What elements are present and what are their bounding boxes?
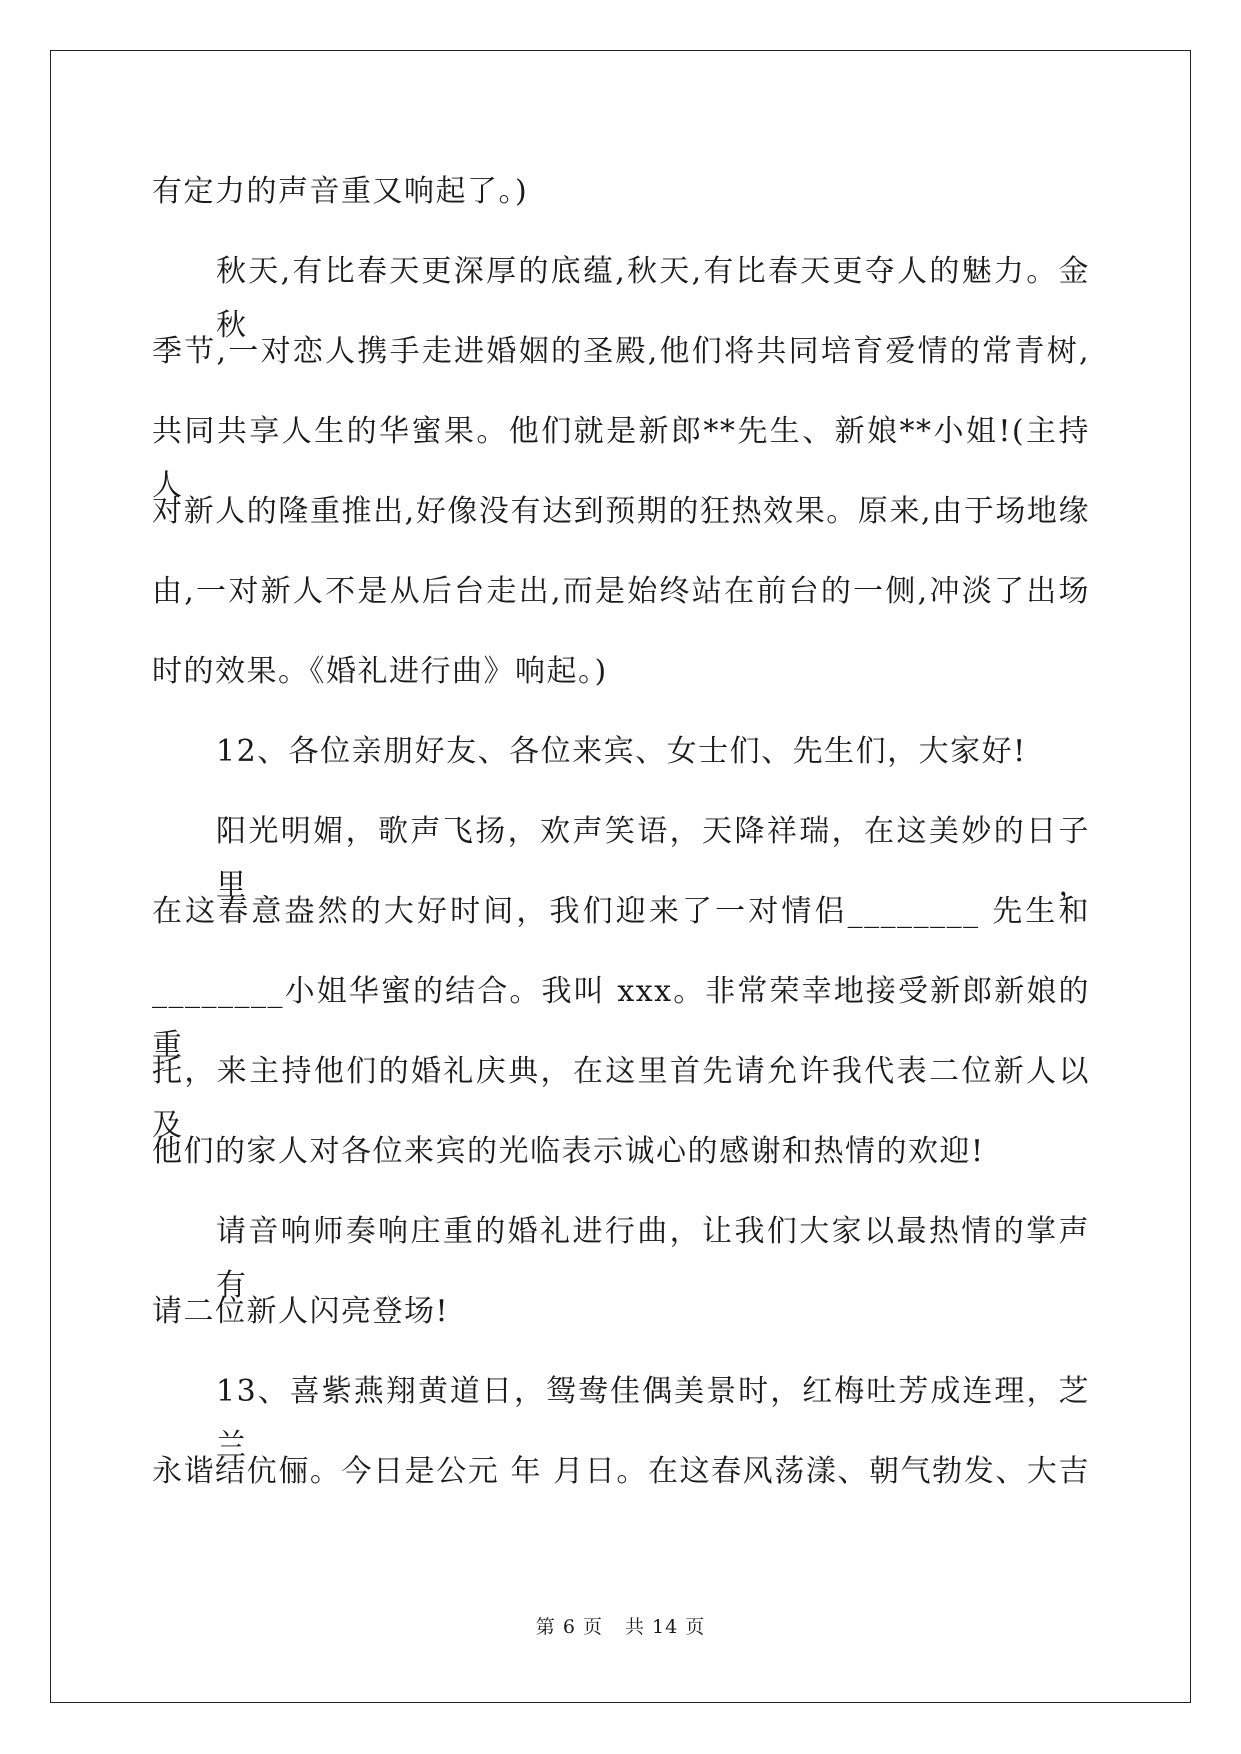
- text-line: 对新人的隆重推出,好像没有达到预期的狂热效果。原来,由于场地缘: [152, 494, 1090, 529]
- text-line: 在这春意盎然的大好时间，我们迎来了一对情侣________ 先生和: [152, 894, 1090, 929]
- text-line: 请音响师奏响庄重的婚礼进行曲，让我们大家以最热情的掌声有: [216, 1214, 1090, 1303]
- text-line: 秋天,有比春天更深厚的底蕴,秋天,有比春天更夺人的魅力。金秋: [216, 254, 1090, 343]
- text-line: 阳光明媚，歌声飞扬，欢声笑语，天降祥瑞，在这美妙的日子里，: [216, 814, 1090, 903]
- text-line: 托，来主持他们的婚礼庆典，在这里首先请允许我代表二位新人以及: [152, 1054, 1090, 1143]
- text-line: 有定力的声音重又响起了。): [152, 174, 529, 209]
- text-line: 13、喜紫燕翔黄道日，鸳鸯佳偶美景时，红梅吐芳成连理，芝兰: [216, 1374, 1090, 1463]
- text-line: 他们的家人对各位来宾的光临表示诚心的感谢和热情的欢迎!: [152, 1134, 985, 1169]
- text-line: 永谐结伉俪。今日是公元 年 月日。在这春风荡漾、朝气勃发、大吉: [152, 1454, 1090, 1489]
- text-line: 12、各位亲朋好友、各位来宾、女士们、先生们，大家好!: [216, 734, 1027, 769]
- document-body: [152, 165, 1090, 1525]
- page-number: 第 6 页: [535, 1616, 603, 1638]
- text-line: 共同共享人生的华蜜果。他们就是新郎**先生、新娘**小姐!(主持人: [152, 414, 1090, 503]
- page-footer: [0, 1612, 1241, 1639]
- text-line: 时的效果。《婚礼进行曲》响起。): [152, 654, 608, 689]
- page-total: 共 14 页: [624, 1616, 706, 1638]
- text-line: 由,一对新人不是从后台走出,而是始终站在前台的一侧,冲淡了出场: [152, 574, 1090, 609]
- text-line: 季节,一对恋人携手走进婚姻的圣殿,他们将共同培育爱情的常青树,: [152, 334, 1090, 369]
- text-line: 请二位新人闪亮登场!: [152, 1294, 450, 1329]
- text-line: ________小姐华蜜的结合。我叫 xxx。非常荣幸地接受新郎新娘的重: [152, 974, 1090, 1063]
